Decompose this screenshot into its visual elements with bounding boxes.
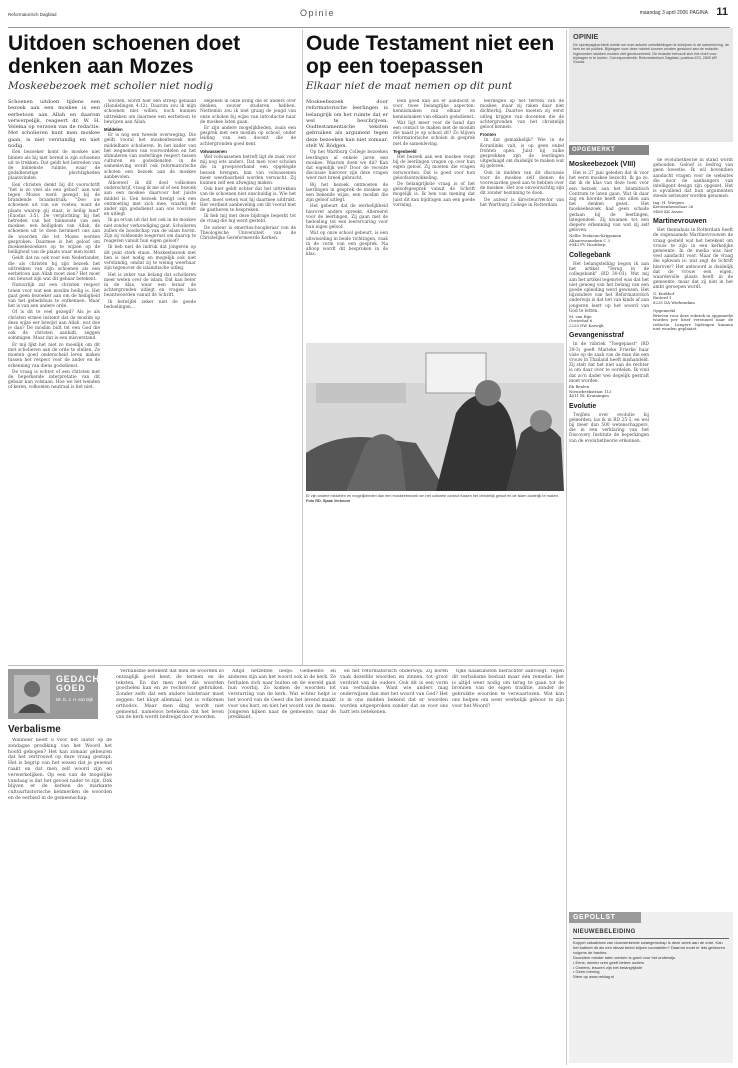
column-title: Verbalisme bbox=[8, 724, 61, 735]
gedachte-col-5 bbox=[452, 669, 564, 1063]
paragraph: Ook hier geldt echter dat het uittrekken van de schoenen niet onschuldig is. Wie het doet, moet weten wat hij daarmee uitdrukt. Het verdient aanbeveling om dit vooraf met de gastheren te bespreken. bbox=[200, 187, 296, 214]
paragraph: In dat gemakkelijk? Wie in de Koranlinks valt, is op geen enkel fronten open. Juist bij zulke gesprekken zijn de leerlingen uitgedaagd om duidelijk te maken wat zij geloven. bbox=[480, 138, 564, 170]
paragraph: Wat ligt meer voor de hand dan een contact te maken met de moslim die naast je op school zit? Zo blijven reformatorische scholen in gesprek met de samenleving. bbox=[393, 120, 475, 147]
poll-rule bbox=[573, 938, 729, 939]
paragraph: Er is nog een tweede overweging. Die geldt vooral het moskeebezoek met middelbare scholieren. In het kader van het wegnemen van vooroordelen en het stimuleren van onderlinge respect tussen culturen en godsdiensten in de samenleving wordt ook reformatorische scholen een bezoek aan de moskee aanbevolen. bbox=[104, 133, 196, 180]
subheading: Tegenbeeld bbox=[393, 148, 417, 154]
paper-name: Reformatorisch Dagblad bbox=[8, 12, 57, 17]
paragraph: Een bezoeker komt de moskee niet binnen als hij niet bereid is zijn schoenen uit te trekken. Dat geldt het betreden van de binnenste ruimte, waar de godsdienstige plechtigheden plaatsvinden. bbox=[8, 150, 100, 182]
paragraph: Ik betwijfel zeker niet de goede bedoelingen... bbox=[104, 299, 196, 310]
letter-body: Het is 27 juni geleden dat ik voor het eerst moskee bezocht. Ik ga zo, dat ik de klas van deze toen voor een bezoek aan het Islamitisch Centrum te laten gaan. Wat ik daar zag en hoorde heeft ons allen aan het denken gezet. Het moskeebezoek had geen schade gedaan bij de leerlingen, integendeel. Zij kwamen tot een diepere erkenning van wat zij zelf geloven. bbox=[569, 171, 649, 234]
section-name: Opinie bbox=[300, 8, 336, 18]
gedachte-col-1 bbox=[8, 738, 112, 1063]
left-col-2 bbox=[104, 99, 196, 662]
paragraph: Natuurlijk zal een christen respect tonen voor wat een moslim heilig is. Het gaat geen bezoeker aan om de heiligheid van het gebedshuis te ontkennen. Maar het is van een andere orde. bbox=[8, 283, 100, 310]
paragraph: Of is dit te veel gezegd? Als je als christen ermee instemt dat de moslim op deze wijze eer bewijst aan Allah, wat doe je dan? De moslim bidt tot een God die ook de christen aanbidt, zeggen sommigen. Maar dat is een misverstand. bbox=[8, 310, 100, 342]
gedachte-col-4 bbox=[340, 669, 448, 1063]
banner-line-1: GEDACHTE bbox=[56, 674, 113, 684]
date-line: maandag 3 april 2006 PAGINA bbox=[639, 10, 708, 16]
paragraph: leerlingen op het terrein van de moskee, maar zij raken daar niet dichterbij. Daartoe moeten zij eerst uitleg krijgen van docenten die de achtergronden van het christelijk geloof kennen. bbox=[480, 99, 564, 131]
poll-text: Koppel valuatrices van doorwerkende zwangerschap is deze week aan de orde. Kan het kabinet dit als een ideaal beeld blijven voorstellen? Daarom moet er iets gebeuren volgens de fracties. Doorstem minder laten werken is goed voor het onderwijs. • Eens, minder uren geeft betere ouders • Oneens, lesuren zijn het belangrijkste • Geen mening Stem op www.refdag.nl bbox=[573, 940, 726, 980]
gedachte-text-5: tijke naaikunsten hierachter aanvoegt. Tegen dit verbalisme bestaat maar één remedie. Het is altijd weer nodig om terug te gaan tot de bronnen van de eigen traditie, zonder de gebruikte woorden te verwaarlozen. Wat kan ons helpen om weer werkelijk gehoor te zijn voor het Woord? bbox=[452, 669, 564, 709]
letter-body: Het themahuis in Rotterdam heeft de zogenaamde Martinevrouwen de vraag gesteld wat het betekent om vrouw te zijn in een kerkelijke gemeente. In de media was hier veel aandacht voor. Maar de vraag die opkwam is: wat zegt de Schrift hierover? Het antwoord is duidelijk dat de vrouw een eigen, waardevolle plaats heeft in de gemeente, maar dat zij niet in het ambt geroepen wordt. bbox=[653, 228, 733, 291]
letter-signature: Ing. H. Wiegers Kerstenhesselaar 26 9408 KK Assen bbox=[653, 199, 694, 214]
subheading: Middelen bbox=[104, 127, 123, 133]
page-number: 11 bbox=[716, 6, 728, 18]
column-divider bbox=[566, 30, 567, 1065]
info-box-text: De opiniepagina biedt ruimte om over actuele ontwikkelingen te schrijven in de samenleving, de kerk en de politiek. Bijdragen voor deze rubriek kunnen worden gestuurd aan de redactie. Ingezonden stukken worden niet geretourneerd. De redactie behoudt zich het recht voor bijdragen in te korten. Correspondentie: Reformatorisch Dagblad, postbus 670, 2800 AR Gouda. bbox=[573, 43, 729, 65]
page-header bbox=[0, 0, 738, 30]
letter-title: Gevangenisstraf bbox=[569, 332, 624, 340]
left-col-1 bbox=[8, 99, 100, 662]
article-photo bbox=[306, 343, 564, 491]
letter-body: de evolutietheorie in stand wordt gehouden. Geloof is bedrog van geen kwestie. Ik wil bovendien aandacht vragen voor de websites die door de aanhangers van intelligent design zijn opgezet. Het is opvallend dat hun argumenten steeds serieuzer worden genomen. bbox=[653, 158, 733, 200]
paragraph: Ik ga ervan uit dat het ook in de moskee niet zonder verkondiging gaat. Scholieren zullen de boodschap van de islam horen. Zijn zij voldoende toegerust om daarop te reageren vanuit hun eigen geloof? bbox=[104, 218, 196, 245]
letter-body: Twijfels over evolutie bij geleerden, las ik in RD 25-3, en wel bij meer dan 500 wetenschappers, die in een verklaring van het Discovery Institute de beperkingen van de evolutietheorie erkennen. bbox=[569, 412, 649, 444]
paragraph: De auteur is directeur/rector van het Wartburg College in Rotterdam. bbox=[480, 197, 564, 208]
column-banner-title bbox=[56, 675, 113, 693]
column-author: Mr. D. J. H. van Dijk bbox=[56, 697, 93, 702]
paragraph: Wel volwassenen betreft ligt de zaak voor mij nog iets anders. Dat men voor scholen die in groepsverband een opgelegde bezoek brengen, kan van volwassenen meer weerbaarheid worden verwacht. Zij kunnen zelf een afweging maken. bbox=[200, 155, 296, 187]
paragraph: Bij het bezoek ontmoeten de leerlingen in gesprek de moskee op een bekende wijze, een moslim die zijn geloof uitlegt. bbox=[306, 182, 388, 204]
intro-paragraph: Schoenen uitdoen tijdens een bezoek aan een moskee is een eerbetoon aan Allah en daarom verwerpelijk, reageert dr. W. H. Velema op verzoek van de redactie. Met scholieren kunt men moskee gaan, is niet verstandig en niet nodig. bbox=[8, 99, 100, 150]
paragraph: Op het Wartburg College bezoeken leerlingen al enkele jaren een moskee. Waarom doen we dit? Kan dat eigenlijk wel? Door de recente discussie hierover zijn deze vragen weer met breed gebracht. bbox=[306, 150, 388, 182]
poll-tag: GEPOLLST bbox=[569, 912, 641, 923]
section-divider bbox=[8, 665, 564, 666]
intro-paragraph: Moskeebezoek door reformatorische leerlingen is belangrijk om het ruimte dat er wel te beschrijven. Oudtestamentische teksten gebruiken als argument tegen deze bezoeken kan niet zomaar, stelt W. Bödgen. bbox=[306, 99, 388, 150]
gedachte-text-4: en het reformatorisch onderwijs. Zij horen vaak dezelfde woorden en zinnen, tot groot verdriet van de ouders. Ook dit is een vorm van verbalisme. Want wie anders mag onderwijzen dan met het woord van God? Het is in ons midden bekend dat er woorden worden uitgesproken zonder dat ze voor ons hart iets betekenen. bbox=[340, 669, 448, 715]
poll-title: NIEUWEBELEIDING bbox=[573, 929, 636, 935]
left-headline: Uitdoen schoenen doet denken aan Mozes bbox=[8, 32, 241, 78]
paragraph: Ook in midden van dit discussie voor de moskee zelf dienen de voorwaarden goed aan te hebben over de moskee. Het zou onvoorzichtig zijn dit zonder bezinning te doen. bbox=[480, 170, 564, 197]
paragraph: De auteur is emeritus-hoogleraar van de Theologische Universiteit van de Christelijke Gereformeerde Kerken. bbox=[200, 225, 296, 242]
gedachte-text-3: Altijd hetzelfde liedje. Gemeente en anderen zijn aan het woord ook in de kerk. Ze herhalen zich naar buiten en de wereld gaat hun voorbij. Zo komen de woorden tot verstarring van de kerk. Wat echter helpt is het woord van de Geest die het levend maakt voor ons hart, en niet het woord van de mens. Jongeren kijken naar de gemeente, naar de predikant. bbox=[228, 669, 336, 721]
subheading: Volwassenen bbox=[200, 148, 227, 154]
subheading: Fronten bbox=[480, 132, 496, 138]
letter-title: Martinevrouwen bbox=[653, 218, 707, 226]
paragraph: degenen in onze kring die er anders over denken, zouver studeren hebben. Niettemin zou ik niet graag de jeugd van onze scholen bij wijze van introductie naar de moskee laten gaan. bbox=[200, 99, 296, 125]
caption-credit: Foto RD, Sjaak Verboom bbox=[306, 498, 351, 503]
letter-body: Het belangstelling begon ik aan het artikel "Terug in de collegebank" (RD 30-03). Wat mij aan het artikel tegenviel was dat het niet genoeg van het belang van een goede opleiding werd gewezen. Het bijzondere van het Reformatorisch onderwijs is dat het van kinds af aan jongeren leert op het woord van God te letten. bbox=[569, 261, 649, 314]
letters-col-2 bbox=[653, 158, 733, 908]
letter-signature: M. van Rijn Oosterhof 6 2225 DW Katwijk bbox=[569, 313, 604, 328]
paragraph: Alhoewel ik dit doel volkomen onderschrijf, vraag ik me af of een bezoek aan een moskee daarvoor het juiste middel is. Een bezoek brengt ook een ontmoeting met zich mee, waarbij de ander zijn godsdienst aan ons voorstelt en uitlegt. bbox=[104, 181, 196, 218]
opgemerkt-note: Opgemerkt Brieven voor deze rubriek in opgemerkt worden per brief verstuurd naar de redactie. Langere bijdragen kunnen niet worden geplaatst. bbox=[653, 308, 733, 332]
opgemerkt-tag: OPGEMERKT bbox=[569, 145, 649, 155]
paragraph: worden, wordt hier een streep gehaald (Handelingen 4:12). Daarom zou ik mijn schoenen niet willen, noch kunnen uittrekken om daarmee een eerbetoon te bewijzen aan Allah. bbox=[104, 99, 196, 125]
info-box-title: OPINIE bbox=[573, 32, 599, 41]
photo-caption bbox=[306, 494, 564, 503]
gedachte-col-2 bbox=[116, 669, 224, 1063]
letter-signature: Eb Beelen Nieuwbeekstraat 113 4611 EL Kruiningen bbox=[569, 384, 612, 399]
banner-line-2: GOED bbox=[56, 683, 86, 693]
paragraph: Er mij lijkt het niet zo moeilijk om dit met scholieren aan de orde te stellen. Ze moeten goed onderscheid leren maken tussen het respect voor de ander en de erkenning van diens godsdienst. bbox=[8, 342, 100, 369]
paragraph: Wat op onze school gebeurt, is een uitwisseling in beide richtingen, vaak in de vorm van een gesprek. Na afloop wordt dit besproken in de klas. bbox=[306, 231, 388, 258]
opinie-info-box bbox=[569, 28, 733, 142]
paragraph: leen goed kan als er aandacht is voor twee belangrijke aspecten: kennismaken van elkaar en kennismaken van elkaars godsdienst. bbox=[393, 99, 475, 120]
left-subhead: Moskeebezoek met scholier niet nodig bbox=[8, 80, 214, 92]
author-photo bbox=[14, 675, 50, 713]
column-banner bbox=[8, 669, 113, 719]
gedachte-text-1: Wanneer heeft u voor het laatst op de zondagse prediking van het Woord het hoofd gebogen? Het kan zomaar gebeuren dat het vertrouwd op deze vraag gestapt. Het is begrip van het wezen dat je gewend raakt en dat men zelf woord zijn en verwerkelijken. Op een van de mogelijke vandaag is dat het gevoel nader te zijn. Ook blijven er de kerken de markante cultuurhistorische kenmerken de woorden en de eerbied in de gemeenschap. bbox=[8, 738, 112, 801]
letter-signature: Nellie Tesfaeuu-Krijgsman Altaarsvanneken C 3 9043 PV Hoofdorp bbox=[569, 233, 622, 248]
paragraph: Ik heb niet de indruk dat jongeren op dit punt sterk staan. Moskeebezoek met hen is niet nodig en mogelijk ook niet verstandig, omdat zij te weinig weerbaar zijn tegenover de islamitische uitleg. bbox=[104, 245, 196, 272]
mid-headline: Oude Testament niet een op een toepassen bbox=[306, 32, 555, 78]
mid-subhead: Elkaar niet de maat nemen op dit punt bbox=[306, 80, 513, 92]
mid-col-1 bbox=[306, 99, 388, 339]
paragraph: Het gebeurt dat de werkelijkheid hierover anders spreekt. Allereerst voor de leerlingen. Zij gaan met de bedoeling tot een leerervaring voor hun eigen geloof. bbox=[306, 204, 388, 231]
column-divider bbox=[302, 30, 303, 665]
portrait-icon bbox=[14, 675, 50, 713]
paragraph: Ik heb mij met deze bijdrage beperkt tot de vraag die mij werd gesteld. bbox=[200, 214, 296, 225]
paragraph: Het is zeker van belang dat scholieren meer weten over de islam. Dat kan beter in de klas, waar een leraar de achtergronden uitlegt en vragen kan beantwoorden vanuit de Schrift. bbox=[104, 272, 196, 299]
paragraph: Een christen denkt bij dit voorschrift "het is zo veel als een gebod" aan wat tegen Mozes werd gezegd bij de brandende braamstruik: "Doe uw schoenen uit van uw voeten, want de plaats waarop gij staat, is heilig land" (Exodus 3:5). De verplichting bij het betreden van het binnenste van een moskee, een heiligdom van Allah, de schoenen uit te doen herinnert ons aan de woorden die tot Mozes werden gesproken. Daarmee is het geloof om moskeebezoekers op te wijzen op de heiligheid van de plaats waar men komt. bbox=[8, 182, 100, 256]
paragraph: Er zijn andere mogelijkheden, zoals een gesprek met een moslim op school, onder leiding van een docent die de achtergronden goed kent. bbox=[200, 126, 296, 147]
letter-title: Moskeebezoek (VIII) bbox=[569, 161, 636, 168]
letter-body: In de rubriek "Toegepasst" (RD 29-3) geeft Marieke Frierke haar visie op de zaak van de man die een vrouw in Thailand heeft mishandeld. Zij stelt dat het niet aan de rechter is om daar over te oordelen. Ik vind dat zo'n dader wel degelijk gestraft moet worden. bbox=[569, 342, 649, 384]
gedachte-col-3 bbox=[228, 669, 336, 1063]
letter-signature: G. Kerkhof Ruiterd 1 8235 DA Werkendam bbox=[653, 290, 695, 305]
paragraph: De belangrijkste vraag is of het geloofsgesprek vanuit de Schrift mogelijk is. Ik ben van mening dat juist dit kan bijdragen aan een goede vorming. bbox=[393, 182, 475, 208]
gedachte-text-2: Verbalisme betekent dat men de woorden zo ontzaglijk goed kent, de termen en de teksten. En dat men met die woorden goochelen kan en ze rechtsvoor gebruiken. Zonder zelfs dat een andere luisteraar moet zeggen: het klopt allemaal, het is volkomen orthodox. Maar men ding wordt niet gemeend, nameloos betekenis dat het leven van de kerk wordt bedreigd door woorden. bbox=[116, 669, 224, 721]
paragraph: De vraag is echter of een christen met de beperkende interpretatie van dit gebaar kan volstaan. Hoe we het wenden of keren, volkomen neutraal is het niet. bbox=[8, 369, 100, 391]
letter-title: Collegebank bbox=[569, 251, 611, 259]
letter-title: Evolutie bbox=[569, 402, 597, 410]
caption-text: Er zijn andere middelen en mogelijkheden dan een moskeebezoek om het culturele contact tussen het christelijk geloof en de islam duidelijk te maken. bbox=[306, 494, 560, 498]
left-col-3 bbox=[200, 99, 296, 662]
paragraph: Geldt dat nu ook voor een Nederlander, die als christen bij zijn bezoek het uittrekken van zijn schoenen als een eerbetoon aan Allah moet zien? Het moet ons bewust zijn wat dit gebaar betekent. bbox=[8, 256, 100, 283]
photo-illustration bbox=[306, 343, 564, 491]
letters-col-1 bbox=[569, 158, 649, 908]
paragraph: Het bezoek aan een moskee roept bij de leerlingen vragen op over hun eigen geloof. Zij moeten die vragen verwoorden. Dat is goed voor hun geloofsontwikkeling. bbox=[393, 155, 475, 181]
